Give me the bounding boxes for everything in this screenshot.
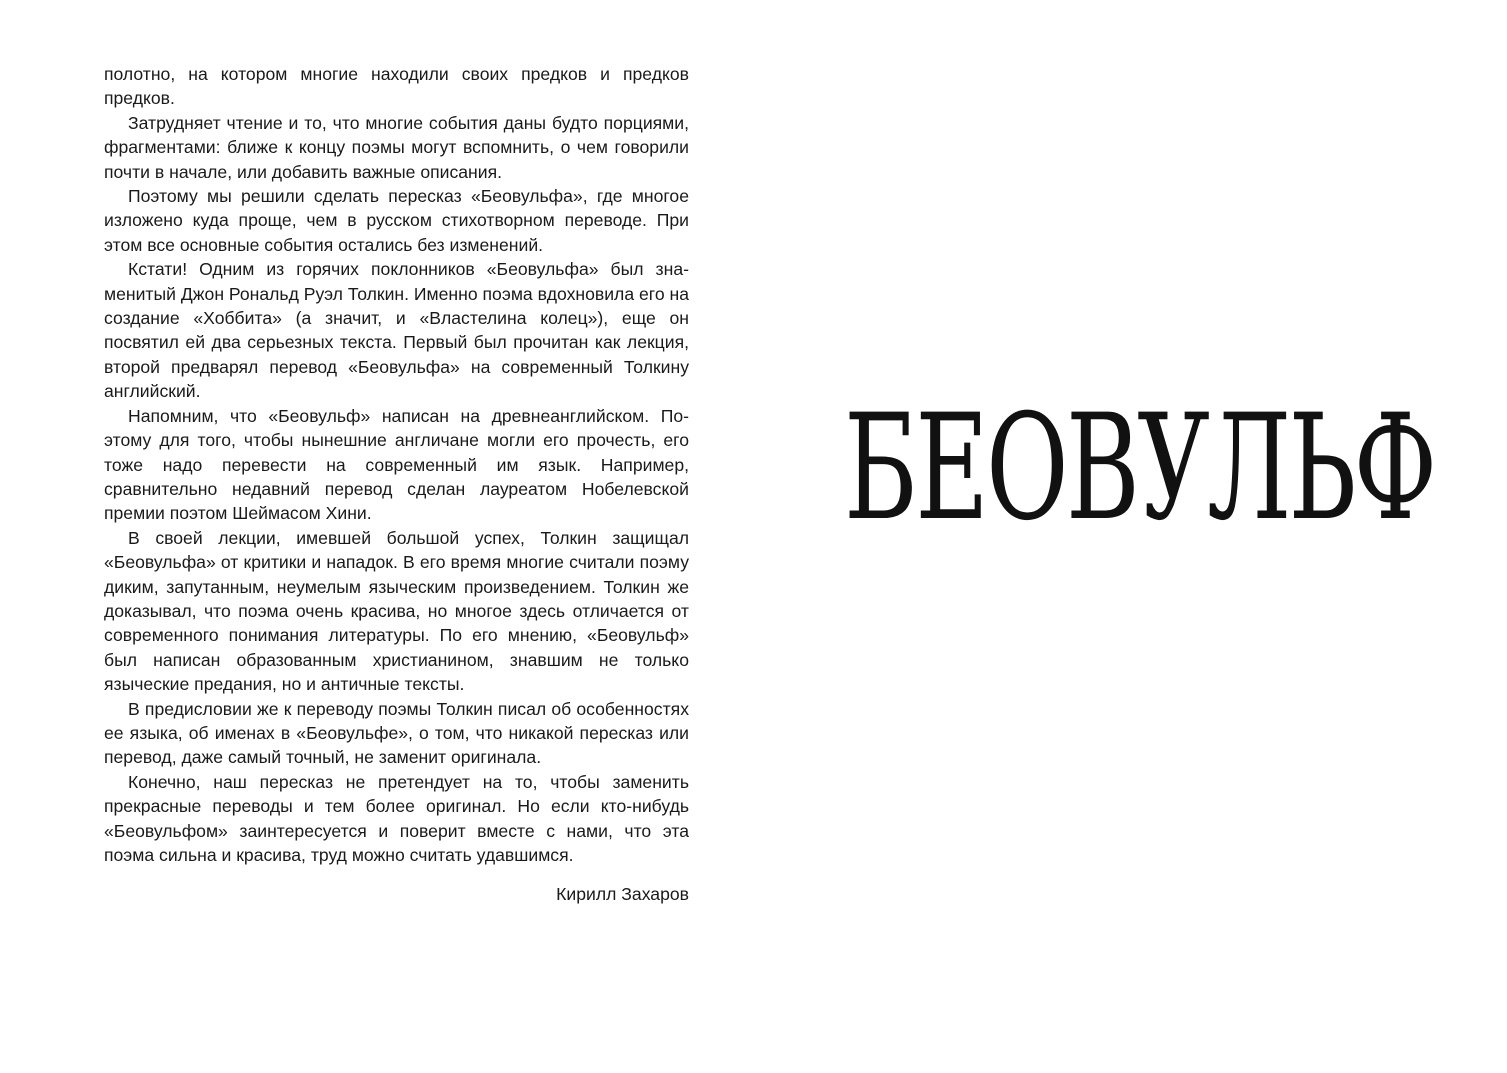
left-page <box>104 62 689 907</box>
paragraph-1: полотно, на котором многие находили своих предков и предков предков. <box>104 64 689 109</box>
paragraph-8: Конечно, наш пересказ не претендует на то, чтобы заменить прекрасные переводы и тем более оригинал. Но если кто-нибудь «Беовульфом» заинтересуется и поверит вместе с нами, что эта поэма сильна и красива, труд можно считать удавшимся. <box>104 771 689 865</box>
paragraph-5: Напомним, что «Беовульф» написан на древнеанглийском. Поэтому для того, чтобы нынешние англичане могли его прочесть, его тоже надо перевести на современный им язык. Например, сравнительно недавний перевод сделан лауреатом Нобелевской премии поэтом Шеймасом Хини. <box>104 405 689 524</box>
book-title: БЕОВУЛЬФ <box>844 383 1435 553</box>
right-page <box>754 0 1507 1073</box>
paragraph-6: В своей лекции, имевшей большой успех, Толкин защищал «Беовульфа» от критики и нападок. В его время многие считали поэму диким, запутанным, неумелым языческим произведением. Толкин же доказывал, что поэма очень красива, но многое здесь отличается от современного понимания литературы. По его мнению, «Беовульф» был написан образованным христианином, знавшим не только языческие предания, но и античные тексты. <box>104 527 689 695</box>
paragraph-2: Затрудняет чтение и то, что многие события даны будто порциями, фрагментами: ближе к концу поэмы могут вспомнить, о чем говорили почти в начале, или добавить важные описания. <box>104 112 689 182</box>
paragraph-7: В предисловии же к переводу поэмы Толкин писал об особенностях ее языка, об именах в «Беовульфе», о том, что никакой пересказ или перевод, даже самый точный, не заменит оригинала. <box>104 698 689 768</box>
paragraph-3: Поэтому мы решили сделать пересказ «Беовульфа», где многое изложено куда проще, чем в русском стихотворном переводе. При этом все основные события остались без изменений. <box>104 186 689 255</box>
author-signature: Кирилл Захаров <box>556 884 689 905</box>
paragraph-4: Кстати! Одним из горячих поклонников «Беовульфа» был знаменитый Джон Рональд Руэл Толкин. Именно поэма вдохновила его на создание «Хоббита» (а значит, и «Властелина колец»), еще он посвятил ей два серьезных текста. Первый был прочитан как лекция, второй предварял перевод «Беовульфа» на современный Толкину английский. <box>104 259 689 402</box>
